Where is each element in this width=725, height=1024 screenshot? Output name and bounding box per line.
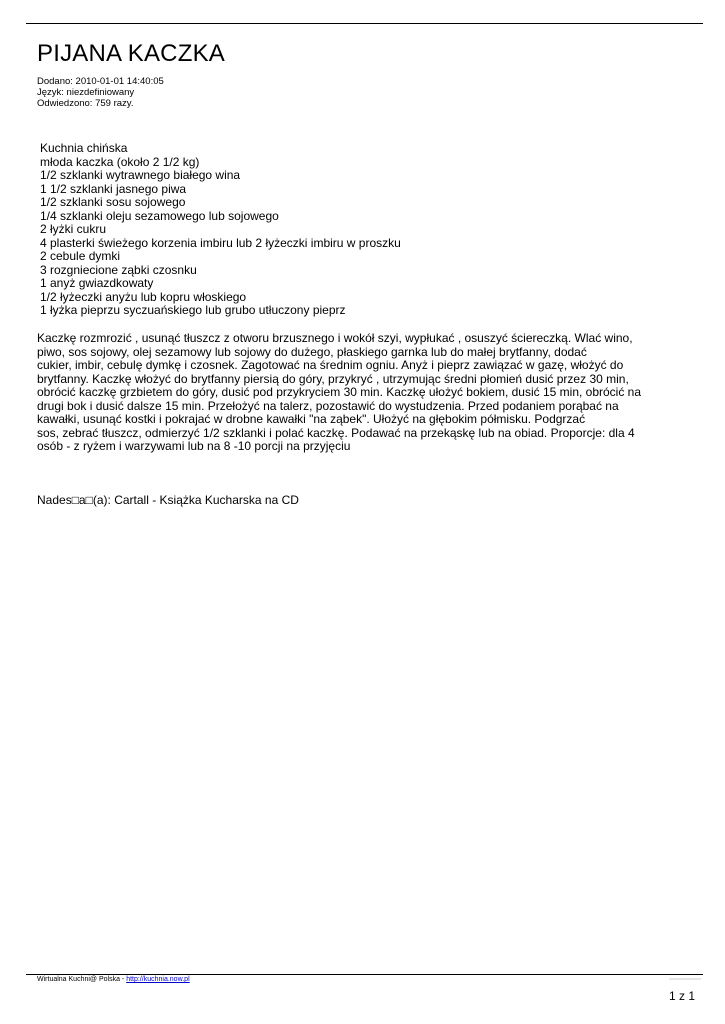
list-item: 1/2 szklanki sosu sojowego <box>40 195 186 209</box>
footer-rule <box>26 974 703 975</box>
instruction-line: obrócić kaczkę grzbietem do góry, dusić pod przykryciem 30 min. Kaczkę ułożyć bokiem, dusić 15 min, obrócić na <box>37 385 642 399</box>
instruction-line: Kaczkę rozmrozić , usunąć tłuszcz z otworu brzusznego i wokół szyi, wypłukać , osuszyć ściereczką. Wlać wino, <box>37 331 633 345</box>
list-item: Kuchnia chińska <box>40 141 128 155</box>
instruction-line: drugi bok i dusić dalsze 15 min. Przełożyć na talerz, pozostawić do wystudzenia. Przed podaniem porąbać na <box>37 398 619 413</box>
instruction-line: cukier, imbir, cebulę dymkę i czosnek. Zagotować na średnim ogniu. Anyż i pieprz zawiązać w gazę, włożyć do <box>37 358 624 372</box>
list-item: 1 anyż gwiazdkowaty <box>40 276 154 290</box>
sender-line: Nades□a□(a): Cartall - Książka Kucharska na CD <box>37 493 299 507</box>
list-item: 3 rozgniecione ząbki czosnku <box>40 262 197 277</box>
instructions-paragraph <box>37 332 692 454</box>
meta-language: Język: niezdefiniowany <box>37 87 135 98</box>
instruction-line: piwo, sos sojowy, olej sezamowy lub sojowy do dużego, płaskiego garnka lub do małej brytfanny, dodać <box>37 344 587 359</box>
instruction-line: osób - z ryżem i warzywami lub na 8 -10 porcji na przyjęciu <box>37 439 351 453</box>
list-item: 1 łyżka pieprzu syczuańskiego lub grubo utłuczony pieprz <box>40 303 346 317</box>
recipe-meta <box>37 76 164 109</box>
footer-site-text: Wirtualna Kuchni@ Polska - <box>37 976 127 983</box>
list-item: młoda kaczka (około 2 1/2 kg) <box>40 154 200 169</box>
page-title: PIJANA KACZKA <box>37 40 225 67</box>
page-number: 1 z 1 <box>668 989 695 1003</box>
list-item: 1/2 łyżeczki anyżu lub kopru włoskiego <box>40 289 247 304</box>
footer-site <box>37 976 190 983</box>
meta-visits: Odwiedzono: 759 razy. <box>37 98 134 109</box>
list-item: 1/4 szklanki oleju sezamowego lub sojowego <box>40 208 279 223</box>
footer-watermark <box>669 978 701 980</box>
ingredients-list <box>40 142 401 318</box>
instruction-line: kawałki, usunąć kostki i pokrajać w drobne kawałki "na ząbek". Ułożyć na głębokim półmisku. Podgrzać <box>37 412 586 426</box>
list-item: 2 łyżki cukru <box>40 222 107 236</box>
list-item: 1 1/2 szklanki jasnego piwa <box>40 181 187 196</box>
instruction-line: sos, zebrać tłuszcz, odmierzyć 1/2 szklanki i polać kaczkę. Podawać na przekąskę lub na obiad. Proporcje: dla 4 <box>37 425 635 440</box>
list-item: 4 plasterki świeżego korzenia imbiru lub 2 łyżeczki imbiru w proszku <box>40 235 401 250</box>
top-rule <box>26 23 703 24</box>
list-item: 2 cebule dymki <box>40 249 121 263</box>
meta-added: Dodano: 2010-01-01 14:40:05 <box>37 76 164 87</box>
list-item: 1/2 szklanki wytrawnego białego wina <box>40 168 241 182</box>
footer-site-link[interactable]: http://kuchnia.now.pl <box>126 976 190 983</box>
instruction-line: brytfanny. Kaczkę włożyć do brytfanny piersią do góry, przykryć , utrzymując średni płomień dusić przez 30 min, <box>37 371 629 386</box>
